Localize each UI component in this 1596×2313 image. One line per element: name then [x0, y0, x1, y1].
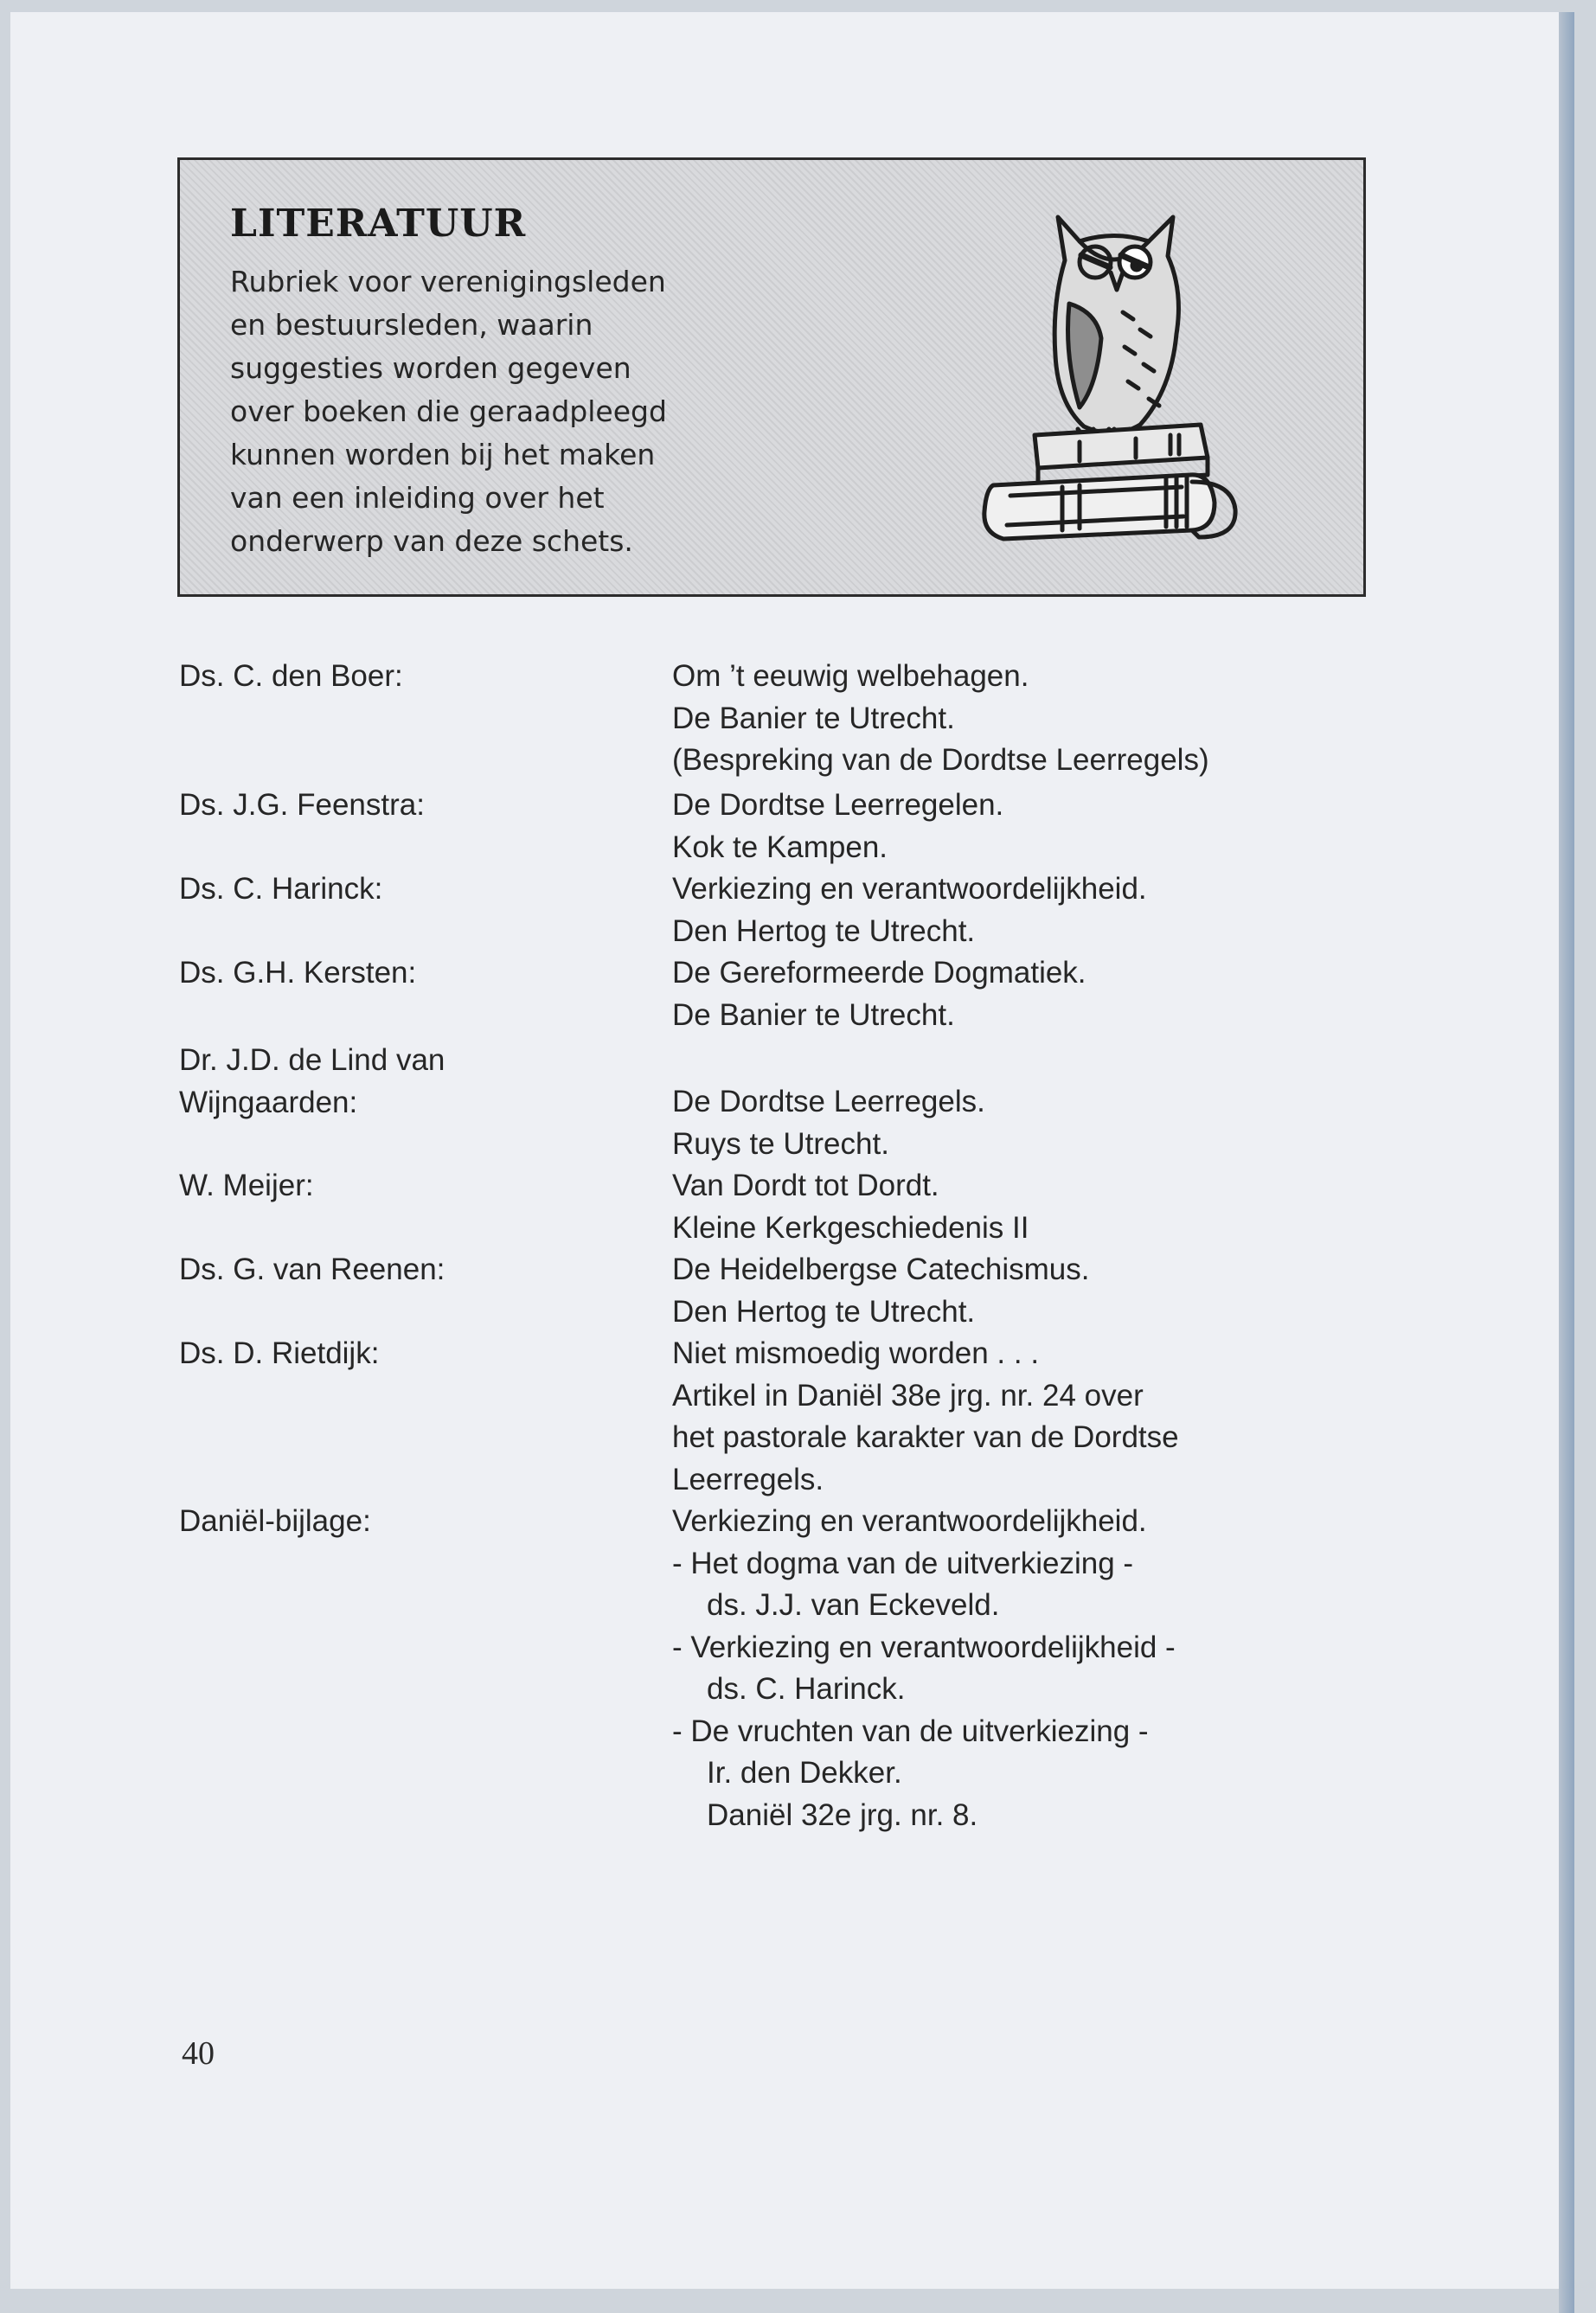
- reference-line: Kok te Kampen.: [672, 830, 888, 864]
- description-line: van een inleiding over het: [230, 481, 605, 515]
- reference-line: (Bespreking van de Dordtse Leerregels): [672, 743, 1209, 777]
- reference-line: De Banier te Utrecht.: [672, 701, 955, 735]
- author-name: [179, 1040, 445, 1124]
- reference-line: Verkiezing en verantwoordelijkheid.: [672, 1504, 1147, 1538]
- reference-line: Verkiezing en verantwoordelijkheid.: [672, 872, 1147, 906]
- section-description: [230, 260, 784, 563]
- reference-line: - Het dogma van de uitverkiezing -: [672, 1546, 1134, 1580]
- author-name: Ds. G.H. Kersten:: [179, 956, 417, 990]
- reference-line: - Verkiezing en verantwoordelijkheid -: [672, 1630, 1176, 1664]
- reference-line: Van Dordt tot Dordt.: [672, 1169, 939, 1202]
- author-name-line: Wijngaarden:: [179, 1085, 358, 1119]
- reference-line: De Dordtse Leerregelen.: [672, 788, 1004, 822]
- author-name: Ds. C. den Boer:: [179, 659, 403, 693]
- literatuur-header-box: [177, 157, 1366, 597]
- reference-line: ds. C. Harinck.: [707, 1672, 906, 1706]
- book-spine-edge: [1559, 12, 1574, 2313]
- description-line: Rubriek voor verenigingsleden: [230, 265, 666, 298]
- reference-line: Den Hertog te Utrecht.: [672, 1294, 976, 1329]
- reference-line: Niet mismoedig worden . . .: [672, 1336, 1040, 1370]
- author-name-line: Dr. J.D. de Lind van: [179, 1043, 445, 1077]
- book-reference: [672, 1249, 1330, 1333]
- description-line: over boeken die geraadpleegd: [230, 394, 667, 428]
- page-number: 40: [182, 2035, 215, 2072]
- reference-line: De Banier te Utrecht.: [672, 997, 955, 1032]
- description-line: suggesties worden gegeven: [230, 351, 631, 385]
- book-reference: [672, 1333, 1330, 1501]
- book-reference: [672, 868, 1330, 952]
- reference-line: De Heidelbergse Catechismus.: [672, 1253, 1090, 1286]
- reference-line: De Gereformeerde Dogmatiek.: [672, 956, 1086, 990]
- reference-line: het pastorale karakter van de Dordtse: [672, 1420, 1179, 1454]
- reference-line: Artikel in Daniël 38e jrg. nr. 24 over: [672, 1378, 1144, 1413]
- book-reference: [672, 1165, 1330, 1249]
- book-reference: [672, 1081, 1330, 1165]
- reference-line: De Dordtse Leerregels.: [672, 1085, 985, 1118]
- author-name: Ds. C. Harinck:: [179, 872, 383, 906]
- description-line: onderwerp van deze schets.: [230, 524, 633, 558]
- book-reference: [672, 1501, 1330, 1836]
- reference-line: Den Hertog te Utrecht.: [672, 913, 976, 948]
- section-title: LITERATUUR: [230, 202, 527, 246]
- reference-line: Ruys te Utrecht.: [672, 1126, 889, 1161]
- reference-line: ds. J.J. van Eckeveld.: [707, 1588, 1000, 1622]
- description-line: kunnen worden bij het maken: [230, 438, 656, 471]
- book-reference: [672, 952, 1330, 1036]
- author-name: Ds. D. Rietdijk:: [179, 1336, 380, 1370]
- owl-on-books-icon: [976, 183, 1261, 580]
- author-name: Ds. G. van Reenen:: [179, 1253, 445, 1286]
- book-reference: [672, 656, 1330, 782]
- reference-line: Kleine Kerkgeschiedenis II: [672, 1210, 1029, 1245]
- reference-line: Om ’t eeuwig welbehagen.: [672, 659, 1029, 693]
- reference-line: Ir. den Dekker.: [707, 1756, 902, 1790]
- reference-line: - De vruchten van de uitverkiezing -: [672, 1714, 1149, 1748]
- author-name: W. Meijer:: [179, 1169, 314, 1202]
- reference-line: Leerregels.: [672, 1462, 824, 1496]
- reference-line: Daniël 32e jrg. nr. 8.: [707, 1797, 978, 1832]
- description-line: en bestuursleden, waarin: [230, 308, 593, 342]
- author-name: Daniël-bijlage:: [179, 1504, 371, 1538]
- book-reference: [672, 785, 1330, 868]
- author-name: Ds. J.G. Feenstra:: [179, 788, 425, 822]
